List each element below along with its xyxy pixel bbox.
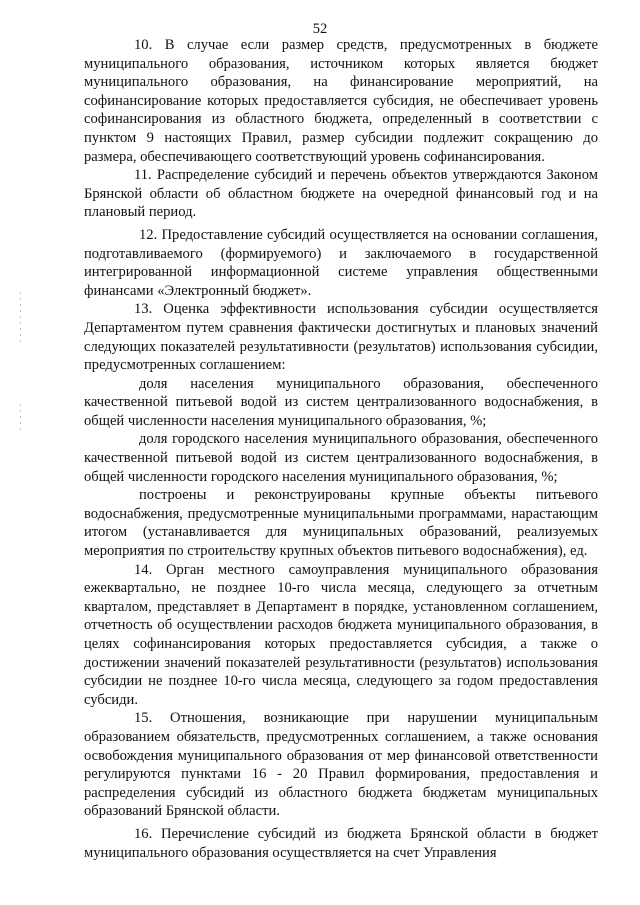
indicator-item-1: доля населения муниципального образования, обеспеченного качественной питьевой водой из систем централизованного водоснабжения, в общей численности населения муниципального образования, %; xyxy=(84,375,598,429)
paragraph-12: 12. Предоставление субсидий осуществляется на основании соглашения, подготавливаемого (формируемого) и заключаемого в государственной интегрированной информационной системе управления общественными финансами «Электронный бюджет». xyxy=(84,226,598,299)
page-number: 52 xyxy=(312,21,328,37)
paragraph-16: 16. Перечисление субсидий из бюджета Брянской области в бюджет муниципального образования осуществляется на счет Управления xyxy=(84,825,598,861)
paragraph-10: 10. В случае если размер средств, предусмотренных в бюджете муниципального образования, источником которых является бюджет муниципального образования, на финансирование мероприятий, на софинансирование которых предоставляется субсидия, не обеспечивает уровень софинансирования из областного бюджета, определенный в соответствии с пунктом 9 настоящих Правил, размер субсидии подлежит сокращению до размера, обеспечивающего соответствующий уровень софинансирования. xyxy=(84,37,598,165)
paragraph-15: 15. Отношения, возникающие при нарушении муниципальным образованием обязательств, предусмотренных соглашением, а также основания освобождения муниципального образования от мер финансовой ответственности регулируются пунктами 16 - 20 Правил формирования, предоставления и распределения субсидий из областного бюджета бюджетам муниципальных образований Брянской области. xyxy=(84,710,598,820)
margin-scan-mark xyxy=(20,404,21,434)
document-body xyxy=(84,36,598,862)
margin-scan-mark xyxy=(20,292,21,344)
paragraph-13: 13. Оценка эффективности использования субсидии осуществляется Департаментом путем сравнения фактически достигнутых и плановых значений следующих показателей результативности (результатов) использования субсидии, предусмотренных соглашением: xyxy=(84,301,598,374)
indicator-item-2: доля городского населения муниципального образования, обеспеченного качественной питьевой водой из систем централизованного водоснабжения, в общей численности городского населения муниципального образования, %; xyxy=(84,431,598,485)
indicator-item-3: построены и реконструированы крупные объекты питьевого водоснабжения, предусмотренные муниципальными программами, нарастающим итогом (устанавливается для муниципальных образований, реализуемых мероприятия по строительству крупных объектов питьевого водоснабжения), ед. xyxy=(84,487,598,560)
paragraph-14: 14. Орган местного самоуправления муниципального образования ежеквартально, не позднее 10-го числа месяца, следующего за отчетным кварталом, представляет в Департамент в порядке, установленном соглашением, отчетность об осуществлении расходов бюджета муниципального образования, в целях софинансирования которых предоставляется субсидия, а также о достижении значений показателей результативности (результатов) использования субсидии не позднее 10-го числа месяца, следующего за годом предоставления субсиди. xyxy=(84,561,598,708)
paragraph-11: 11. Распределение субсидий и перечень объектов утверждаются Законом Брянской области об областном бюджете на очередной финансовый год и на плановый период. xyxy=(84,167,598,221)
